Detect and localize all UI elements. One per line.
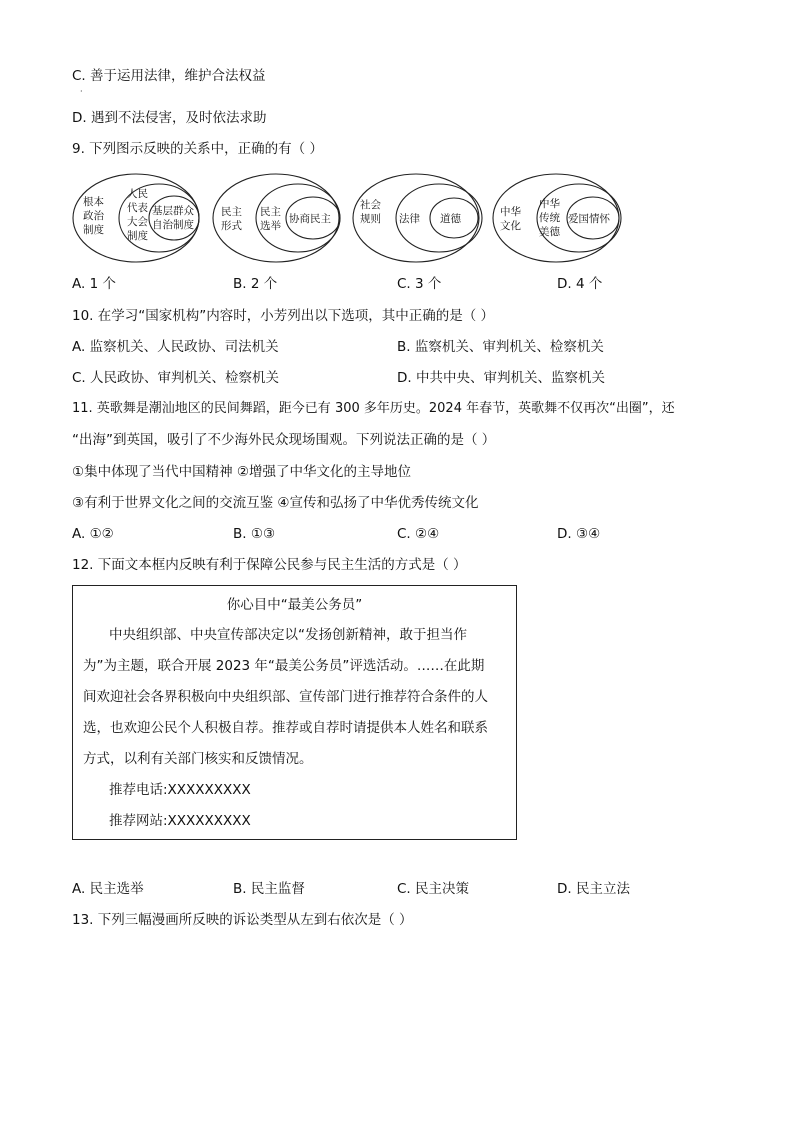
q11-stem-line1: 11. 英歌舞是潮汕地区的民间舞蹈，距今已有 300 多年历史。2024 年春节，英歌舞不仅再次“出圈”，还 [72, 401, 675, 416]
diagram-3-middle-label-0: 法律 [399, 213, 420, 225]
q11-statements-line1: ①集中体现了当代中国精神 ②增强了中华文化的主导地位 [72, 464, 411, 480]
diagram-1-outer-label-2: 制度 [83, 224, 104, 236]
diagram-3-outer-label-1: 规则 [360, 213, 381, 225]
diagram-1-inner-ring [149, 196, 199, 240]
q11-option-b: B. ①③ [233, 526, 276, 542]
diagram-2 [213, 174, 340, 262]
q12-box-line-1: 中央组织部、中央宣传部决定以“发扬创新精神，敢于担当作 [109, 627, 467, 643]
diagram-4 [493, 174, 621, 262]
q10-option-d: D. 中共中央、审判机关、监察机关 [397, 370, 605, 386]
q10-option-b: B. 监察机关、审判机关、检察机关 [397, 339, 604, 355]
diagram-2-outer-label-1: 形式 [221, 220, 242, 232]
q12-box-line-4: 选，也欢迎公民个人积极自荐。推荐或自荐时请提供本人姓名和联系 [83, 720, 488, 736]
diagram-4-middle-label-2: 美德 [539, 226, 560, 238]
q12-box-phone: 推荐电话:XXXXXXXXX [109, 782, 251, 798]
q9-option-c: C. 3 个 [397, 276, 442, 292]
q12-box-line-5: 方式，以利有关部门核实和反馈情况。 [83, 751, 313, 767]
q11-stem-line2: “出海”到英国，吸引了不少海外民众现场围观。下列说法正确的是（ ） [72, 432, 496, 448]
diagram-2-outer-label-0: 民主 [221, 206, 242, 218]
q12-option-c: C. 民主决策 [397, 881, 470, 897]
q11-option-d: D. ③④ [557, 526, 601, 542]
q9-stem: 9. 下列图示反映的关系中，正确的有（ ） [72, 141, 323, 157]
q13-stem: 13. 下列三幅漫画所反映的诉讼类型从左到右依次是（ ） [72, 912, 413, 928]
q12-option-a: A. 民主选举 [72, 881, 144, 897]
q9-diagrams [70, 170, 630, 266]
diagram-4-middle-label-1: 传统 [539, 212, 560, 224]
diagram-1-inner-label-1: 自治制度 [152, 219, 194, 231]
q11-option-a: A. ①② [72, 526, 114, 542]
q8-option-d: D. 遇到不法侵害，及时依法求助 [72, 110, 267, 126]
diagram-3-inner-label-0: 道德 [440, 213, 461, 225]
diagram-1-middle-label-1: 代表 [127, 202, 148, 214]
stray-dot: · [80, 87, 83, 96]
q12-text-box [72, 585, 517, 840]
diagram-1-middle-label-3: 制度 [127, 230, 148, 242]
q9-option-b: B. 2 个 [233, 276, 278, 292]
q8-option-c: C. 善于运用法律，维护合法权益 [72, 68, 266, 84]
diagram-1-middle-label-0: 人民 [127, 188, 148, 200]
diagram-1-inner-label-0: 基层群众 [152, 205, 194, 217]
diagram-4-middle-label-0: 中华 [539, 198, 560, 210]
q12-option-d: D. 民主立法 [557, 881, 630, 897]
q9-option-a: A. 1 个 [72, 276, 116, 292]
q10-option-c: C. 人民政协、审判机关、检察机关 [72, 370, 280, 386]
q9-option-d: D. 4 个 [557, 276, 603, 292]
diagram-2-inner-label-0: 协商民主 [289, 213, 331, 225]
q12-box-line-2: 为”为主题，联合开展 2023 年“最美公务员”评选活动。……在此期 [83, 658, 485, 674]
diagram-1-middle-label-2: 大会 [127, 216, 148, 228]
q12-stem: 12. 下面文本框内反映有利于保障公民参与民主生活的方式是（ ） [72, 557, 467, 573]
diagram-4-outer-label-0: 中华 [500, 206, 521, 218]
q11-option-c: C. ②④ [397, 526, 440, 542]
diagram-1-outer-label-0: 根本 [83, 196, 104, 208]
q10-option-a: A. 监察机关、人民政协、司法机关 [72, 339, 279, 355]
q12-box-title: 你心目中“最美公务员” [226, 597, 363, 613]
venn-diagrams-svg [70, 170, 630, 266]
q10-stem: 10. 在学习“国家机构”内容时，小芳列出以下选项，其中正确的是（ ） [72, 308, 495, 324]
diagram-1 [73, 174, 199, 262]
q12-option-b: B. 民主监督 [233, 881, 305, 897]
diagram-3-outer-label-0: 社会 [360, 199, 381, 211]
diagram-3 [353, 174, 482, 262]
diagram-2-middle-label-0: 民主 [260, 206, 281, 218]
diagram-4-inner-label-0: 爱国情怀 [568, 213, 610, 225]
q12-box-website: 推荐网站:XXXXXXXXX [109, 813, 251, 829]
diagram-1-outer-label-1: 政治 [83, 210, 104, 222]
q11-statements-line2: ③有利于世界文化之间的交流互鉴 ④宣传和弘扬了中华优秀传统文化 [72, 495, 479, 511]
diagram-2-middle-label-1: 选举 [260, 220, 281, 232]
diagram-4-outer-label-1: 文化 [500, 220, 521, 232]
q12-box-line-3: 间欢迎社会各界积极向中央组织部、宣传部门进行推荐符合条件的人 [83, 689, 488, 705]
